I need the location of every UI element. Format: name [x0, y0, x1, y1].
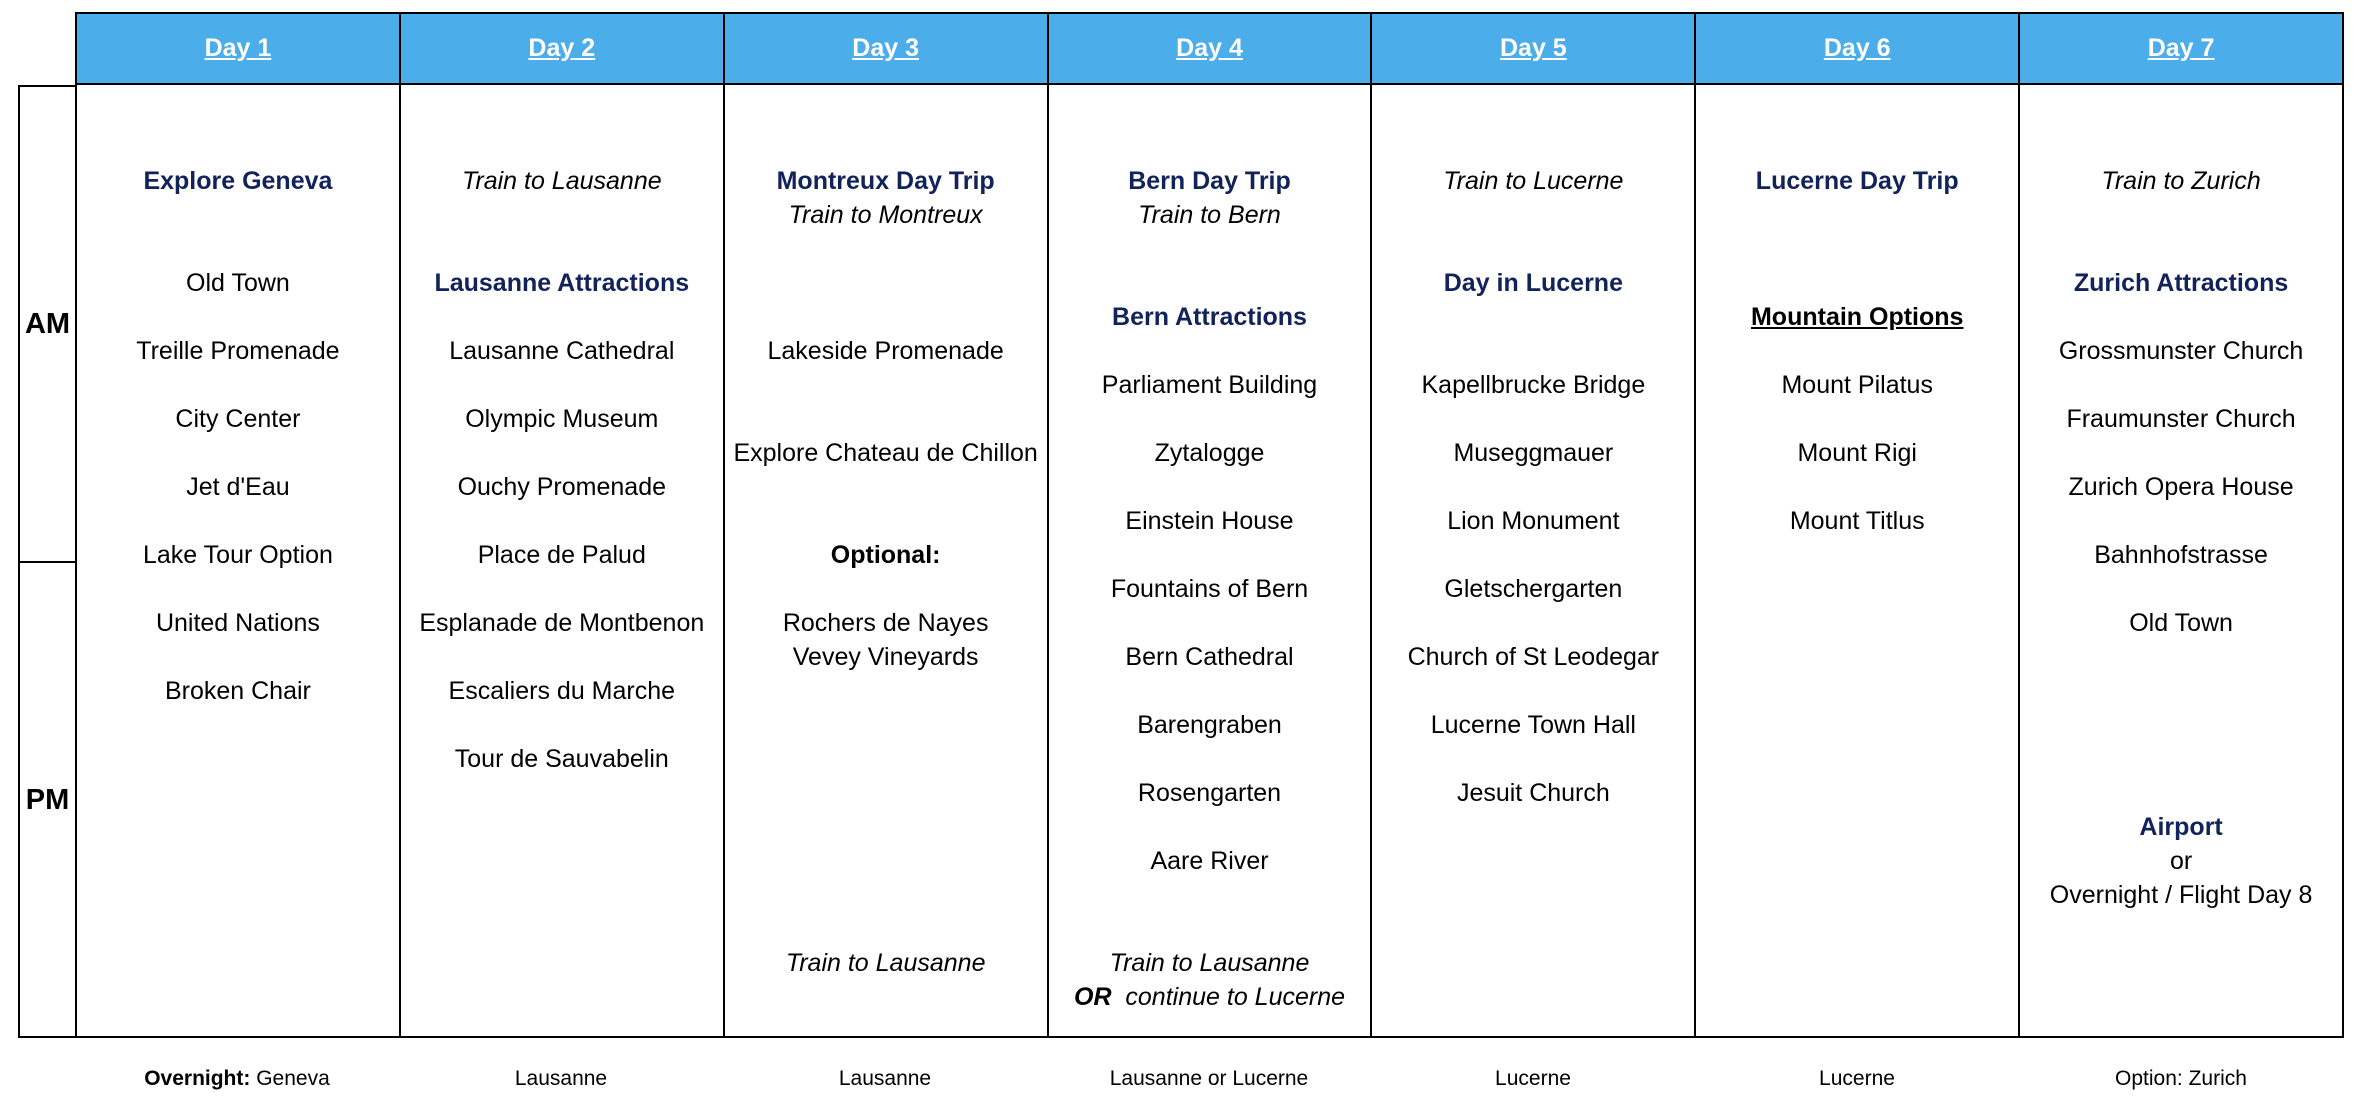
- day-2-item: Tour de Sauvabelin: [454, 745, 669, 773]
- day-1-item: United Nations: [155, 609, 320, 637]
- day-5-transport: Train to Lucerne: [1443, 167, 1624, 195]
- am-label: AM: [20, 87, 75, 563]
- day-7-airport: Airport: [2139, 813, 2223, 841]
- overnight-day-2: Lausanne: [514, 1067, 608, 1090]
- day-5-title: Day in Lucerne: [1443, 269, 1623, 297]
- day-7-title: Zurich Attractions: [2073, 269, 2289, 297]
- day-2-item: Lausanne Cathedral: [449, 337, 675, 365]
- day-5-item: Church of St Leodegar: [1407, 643, 1660, 671]
- day-4-item: Parliament Building: [1101, 371, 1318, 399]
- day-7-header: Day 7: [2020, 12, 2342, 85]
- day-7-or: or: [2169, 847, 2193, 875]
- day-3-title: Montreux Day Trip: [776, 167, 995, 195]
- day-4-title: Bern Day Trip: [1128, 167, 1291, 195]
- day-6-body: [1696, 85, 2018, 1038]
- pm-label: PM: [25, 784, 70, 816]
- day-2-item: Ouchy Promenade: [457, 473, 667, 501]
- day-7-item: Zurich Opera House: [2068, 473, 2294, 501]
- day-4-item: Einstein House: [1125, 507, 1294, 535]
- day-7-item: Fraumunster Church: [2066, 405, 2296, 433]
- day-1-item: Old Town: [186, 269, 290, 297]
- day-3-item: Lakeside Promenade: [767, 337, 1004, 365]
- day-4-item: Aare River: [1150, 847, 1269, 875]
- day-7-item: Bahnhofstrasse: [2094, 541, 2268, 569]
- day-2-column: [401, 12, 725, 1038]
- day-4-header: Day 4: [1049, 12, 1371, 85]
- day-1-item: Lake Tour Option: [142, 541, 333, 569]
- day-2-header: Day 2: [401, 12, 723, 85]
- day-5-body: [1372, 85, 1694, 1038]
- day-5-item: Gletschergarten: [1444, 575, 1623, 603]
- day-4-alternative-text: continue to Lucerne: [1125, 983, 1346, 1011]
- day-6-subtitle: Mountain Options: [1750, 303, 1964, 331]
- day-5-item: Kapellbrucke Bridge: [1421, 371, 1646, 399]
- day-2-body: [401, 85, 723, 1038]
- day-2-transport: Train to Lausanne: [461, 167, 662, 195]
- day-7-column: [2020, 12, 2344, 1038]
- overnight-day-6: Lucerne: [1819, 1067, 1895, 1090]
- day-4-item: Zytalogge: [1154, 439, 1265, 467]
- day-3-body: [725, 85, 1047, 1038]
- day-1-title: Explore Geneva: [143, 167, 333, 195]
- day-6-item: Mount Rigi: [1797, 439, 1917, 467]
- day-4-item: Barengraben: [1137, 711, 1282, 739]
- day-1-column: [77, 12, 401, 1038]
- day-4-alternative: [1049, 980, 1371, 1014]
- day-7-transport: Train to Zurich: [2101, 167, 2261, 195]
- day-3-optional-label: Optional:: [830, 541, 941, 569]
- day-7-item: Old Town: [2129, 609, 2233, 637]
- day-4-subtitle: Bern Attractions: [1112, 303, 1307, 331]
- overnight-day-4: Lausanne or Lucerne: [1109, 1067, 1309, 1090]
- day-2-title: Lausanne Attractions: [434, 269, 690, 297]
- day-4-item: Fountains of Bern: [1110, 575, 1309, 603]
- day-2-item: Escaliers du Marche: [448, 677, 676, 705]
- day-6-item: Mount Titlus: [1789, 507, 1925, 535]
- day-2-item: Olympic Museum: [465, 405, 659, 433]
- overnight-day-1: [75, 1066, 399, 1092]
- day-2-item: Esplanade de Montbenon: [419, 609, 705, 637]
- day-6-item: Mount Pilatus: [1781, 371, 1933, 399]
- overnight-day-7: Option: Zurich: [2115, 1067, 2247, 1090]
- day-1-item: Treille Promenade: [136, 337, 340, 365]
- day-3-item: Explore Chateau de Chillon: [733, 439, 1038, 467]
- overnight-day-5: Lucerne: [1495, 1067, 1571, 1090]
- day-1-body: [77, 85, 399, 1038]
- day-4-item: Rosengarten: [1137, 779, 1282, 807]
- days-grid: [75, 12, 2344, 1038]
- day-5-column: [1372, 12, 1696, 1038]
- day-6-title: Lucerne Day Trip: [1755, 167, 1959, 195]
- day-7-overnight-option: Overnight / Flight Day 8: [2049, 881, 2313, 909]
- overnight-label: Overnight:: [144, 1067, 251, 1090]
- day-7-item: Grossmunster Church: [2058, 337, 2304, 365]
- day-4-transport: Train to Bern: [1138, 201, 1281, 229]
- overnight-day-3: Lausanne: [838, 1067, 932, 1090]
- day-4-body: [1049, 85, 1371, 1038]
- day-4-transport-return: Train to Lausanne: [1109, 949, 1310, 977]
- day-3-column: [725, 12, 1049, 1038]
- day-6-header: Day 6: [1696, 12, 2018, 85]
- time-of-day-column: [18, 85, 75, 1038]
- day-5-item: Lion Monument: [1447, 507, 1620, 535]
- day-3-item: Vevey Vineyards: [792, 643, 979, 671]
- day-5-item: Jesuit Church: [1456, 779, 1610, 807]
- day-4-item: Bern Cathedral: [1125, 643, 1294, 671]
- day-1-item: City Center: [175, 405, 301, 433]
- day-3-transport-return: Train to Lausanne: [785, 949, 986, 977]
- day-6-column: [1696, 12, 2020, 1038]
- day-5-header: Day 5: [1372, 12, 1694, 85]
- day-4-column: [1049, 12, 1373, 1038]
- day-4-or-label: OR: [1074, 983, 1112, 1011]
- day-5-item: Museggmauer: [1453, 439, 1614, 467]
- day-1-item: Jet d'Eau: [186, 473, 290, 501]
- day-7-body: [2020, 85, 2342, 1038]
- day-3-item: Rochers de Nayes: [782, 609, 989, 637]
- day-5-item: Lucerne Town Hall: [1430, 711, 1636, 739]
- day-1-header: Day 1: [77, 12, 399, 85]
- day-3-transport: Train to Montreux: [788, 201, 983, 229]
- day-2-item: Place de Palud: [477, 541, 646, 569]
- day-3-header: Day 3: [725, 12, 1047, 85]
- overnight-day-1-city: Geneva: [256, 1067, 330, 1090]
- day-1-item: Broken Chair: [164, 677, 311, 705]
